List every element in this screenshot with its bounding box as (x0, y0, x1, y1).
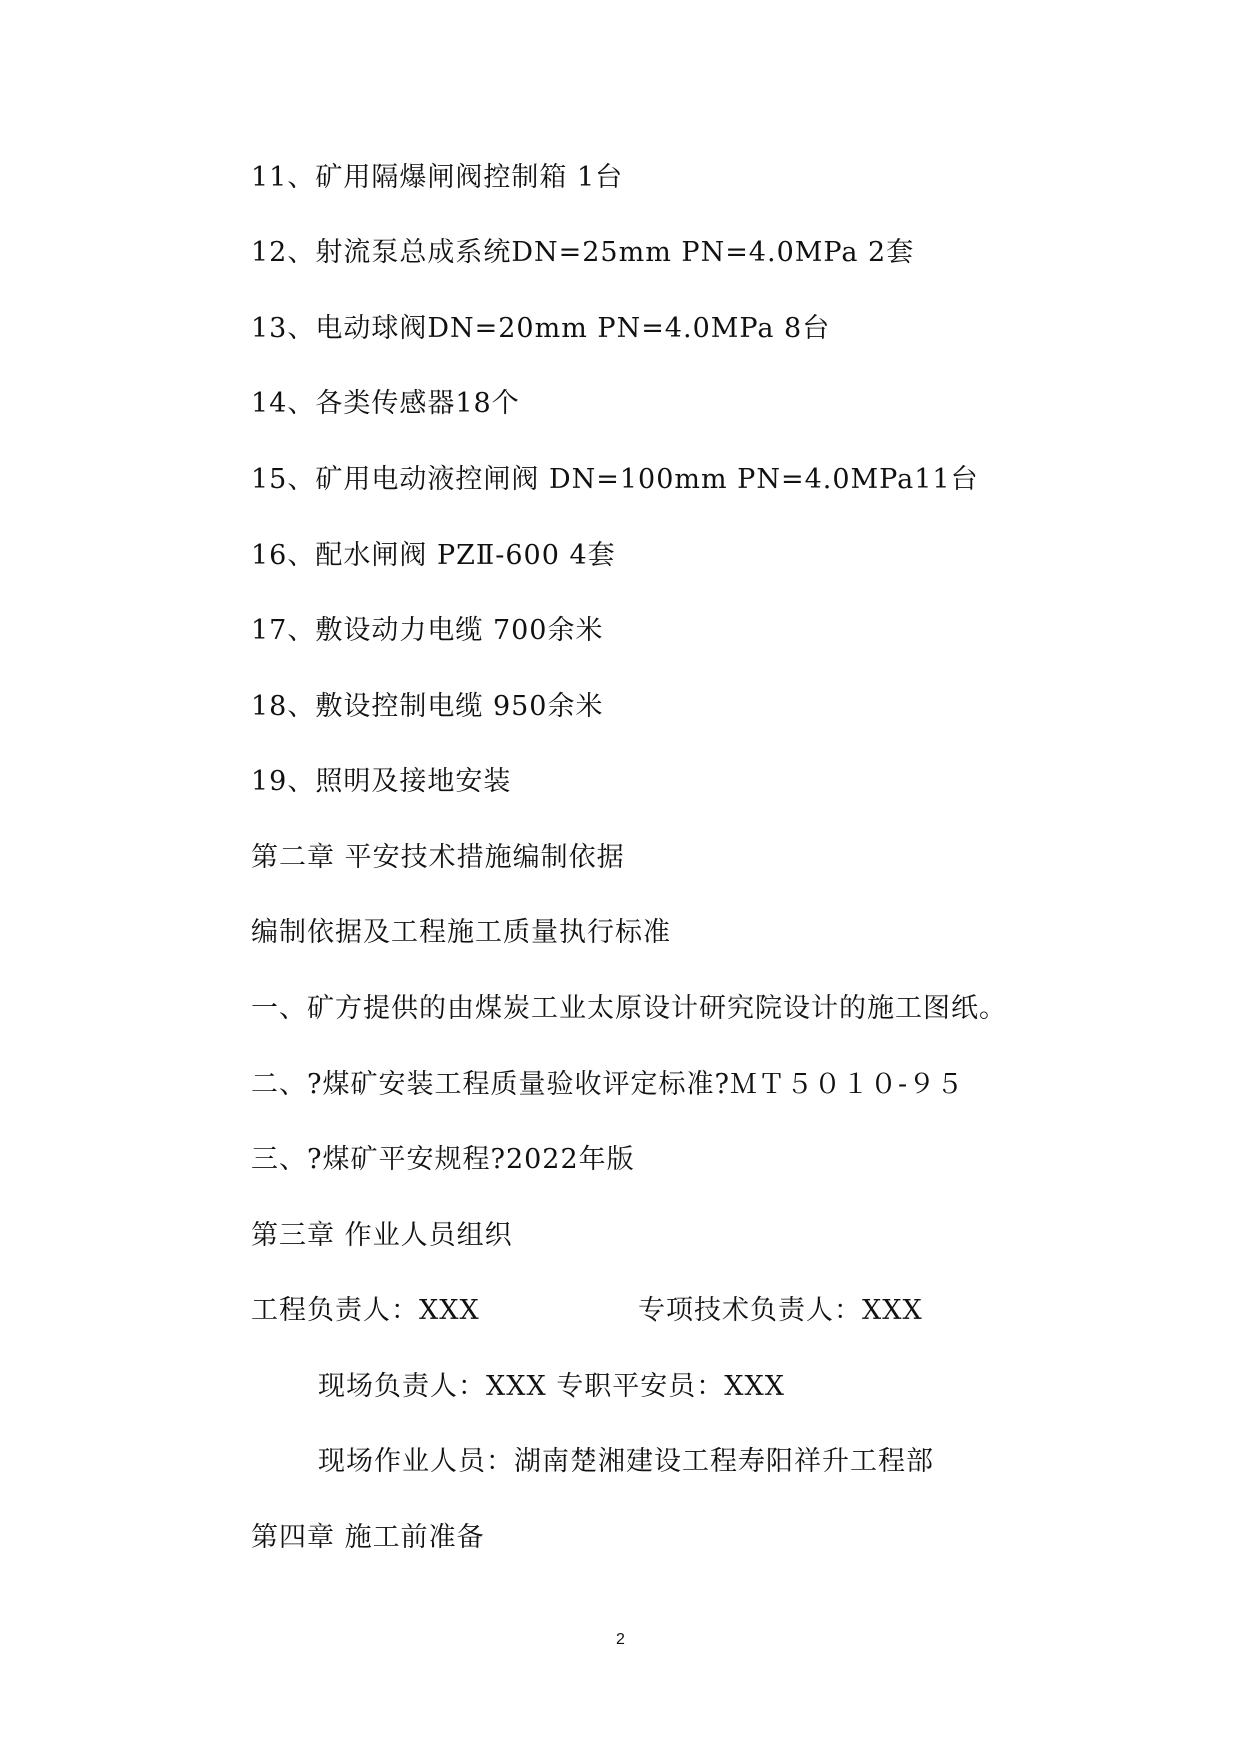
list-item-14: 14、各类传感器18个 (251, 388, 520, 419)
basis-item-2: 二、?煤矿安装工程质量验收评定标准?ＭＴ５０１０-９５ (251, 1069, 965, 1100)
site-workers: 现场作业人员：湖南楚湘建设工程寿阳祥升工程部 (318, 1446, 934, 1477)
list-item-17: 17、敷设动力电缆 700余米 (251, 615, 604, 646)
chapter-2-heading: 第二章 平安技术措施编制依据 (251, 842, 625, 873)
chapter-4-heading: 第四章 施工前准备 (251, 1522, 485, 1553)
basis-heading: 编制依据及工程施工质量执行标准 (251, 917, 671, 948)
list-item-11: 11、矿用隔爆闸阀控制箱 1台 (251, 162, 624, 193)
basis-item-3: 三、?煤矿平安规程?2022年版 (251, 1144, 635, 1175)
list-item-15: 15、矿用电动液控闸阀 DN=100mm PN=4.0MPa11台 (251, 464, 979, 495)
site-and-safety-officer: 现场负责人：XXX 专职平安员：XXX (318, 1371, 785, 1402)
page-number: 2 (616, 1631, 625, 1648)
list-item-18: 18、敷设控制电缆 950余米 (251, 691, 604, 722)
technical-leader: 专项技术负责人：XXX (638, 1295, 923, 1326)
chapter-3-heading: 第三章 作业人员组织 (251, 1220, 513, 1251)
list-item-19: 19、照明及接地安装 (251, 766, 512, 797)
list-item-12: 12、射流泵总成系统DN=25mm PN=4.0MPa 2套 (251, 237, 915, 268)
list-item-13: 13、电动球阀DN=20mm PN=4.0MPa 8台 (251, 313, 831, 344)
project-leader: 工程负责人：XXX (251, 1295, 480, 1326)
list-item-16: 16、配水闸阀 PZⅡ-600 4套 (251, 540, 616, 571)
basis-item-1: 一、矿方提供的由煤炭工业太原设计研究院设计的施工图纸。 (251, 993, 1007, 1024)
